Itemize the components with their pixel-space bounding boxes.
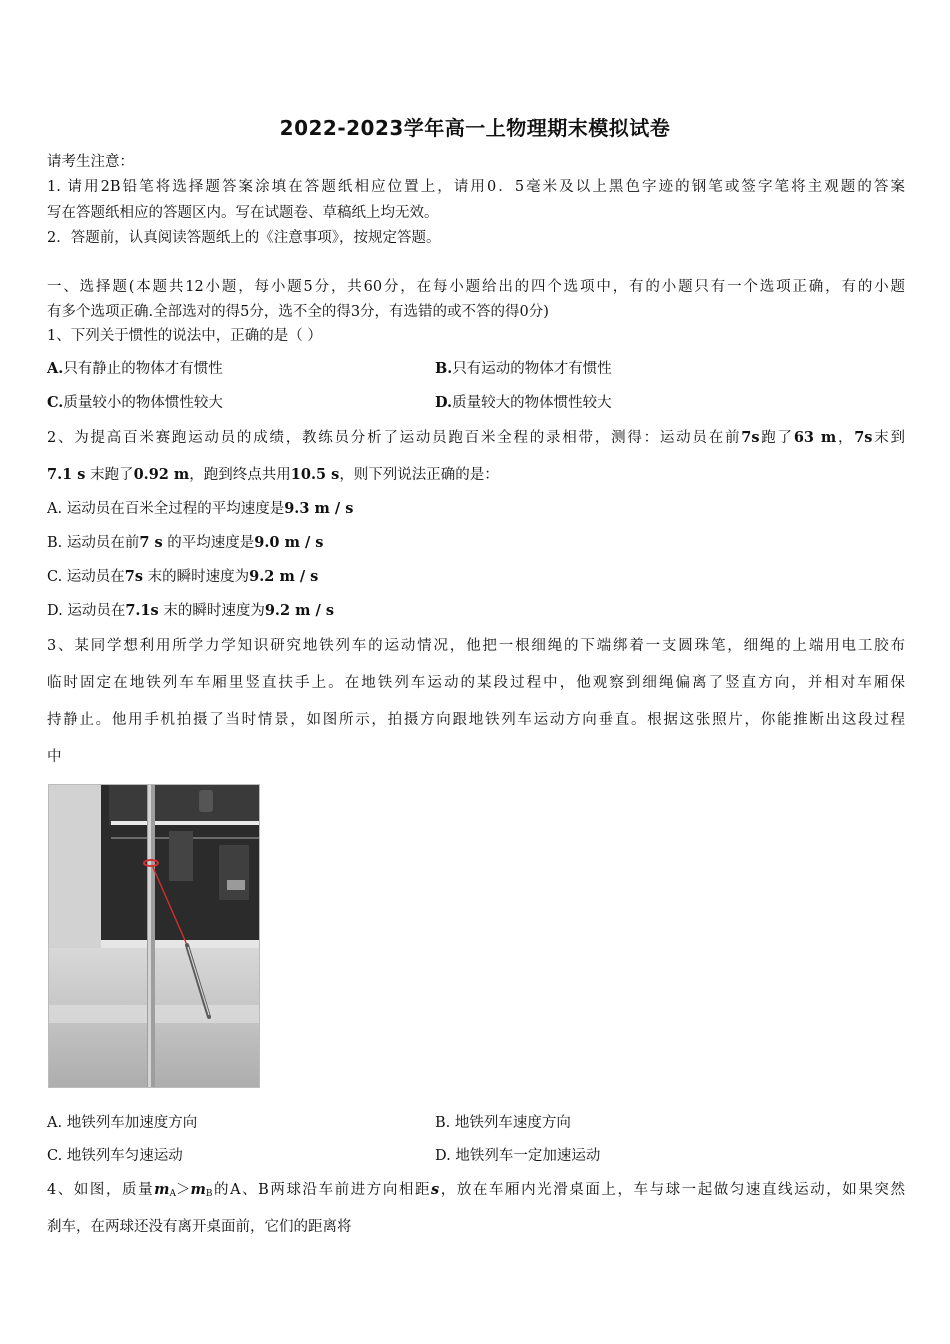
q2-l1-value-a: 7s <box>741 429 760 446</box>
q4-distance-symbol: s <box>431 1181 440 1198</box>
q2-l2-text-a: 末跑了 <box>90 467 134 483</box>
q2-option-b-text: B. 运动员在前 <box>47 535 140 551</box>
q2-l2-text-c: ，则下列说法正确的是： <box>339 467 499 483</box>
q3-option-b: B. 地铁列车速度方向 <box>435 1115 571 1131</box>
notice-line-3: 2．答题前，认真阅读答题纸上的《注意事项》，按规定答题。 <box>47 230 441 246</box>
q2-option-d-time: 7.1s <box>125 602 159 619</box>
q4-mass-symbol-a: m <box>154 1181 170 1198</box>
q2-option-a-value: 9.3 m / s <box>284 500 354 517</box>
q2-option-d-text2: 末的瞬时速度为 <box>163 603 265 619</box>
q4-subscript-a: A <box>169 1189 176 1199</box>
q3-option-d: D. 地铁列车一定加速运动 <box>435 1148 601 1164</box>
q2-l2-value-b: 0.92 m <box>133 466 190 483</box>
q2-option-c <box>47 567 318 587</box>
notice-line-1: 1. 请用2B铅笔将选择题答案涂填在答题纸相应位置上，请用0．5毫米及以上黑色字迹的钢笔或签字笔将主观题的答案 <box>47 179 905 195</box>
q3-stem-line-3: 持静止。他用手机拍摄了当时情景，如图所示，拍摄方向跟地铁列车运动方向垂直。根据这张照片，你能推断出这段过程 <box>47 712 905 728</box>
q2-option-d-value: 9.2 m / s <box>264 602 335 619</box>
q3-stem-line-2: 临时固定在地铁列车车厢里竖直扶手上。在地铁列车运动的某段过程中，他观察到细绳偏离了竖直方向，并相对车厢保 <box>47 675 905 691</box>
subway-photo <box>48 784 260 1088</box>
q2-option-b <box>47 533 323 553</box>
q4-greater-than: ＞ <box>176 1182 191 1198</box>
q1-option-d-text: 质量较大的物体惯性较大 <box>452 395 612 411</box>
q2-l1-text-b: 跑了 <box>759 430 794 446</box>
notice-line-2: 写在答题纸相应的答题区内。写在试题卷、草稿纸上均无效。 <box>47 205 439 221</box>
q2-l1-text-d: 末到 <box>872 430 906 446</box>
q3-stem-line-4: 中 <box>47 749 62 765</box>
q2-l2-value-c: 10.5 s <box>290 466 340 483</box>
q1-option-d <box>435 393 612 413</box>
section-header-line-2: 有多个选项正确.全部选对的得5分，选不全的得3分，有选错的或不答的得0分) <box>47 304 549 320</box>
subway-photo-drawing <box>49 785 259 1087</box>
q2-option-c-value: 9.2 m / s <box>249 568 319 585</box>
q2-stem-line-2 <box>47 465 499 485</box>
q1-option-b <box>435 359 612 379</box>
q2-option-b-time: 7 s <box>139 534 163 551</box>
section-header-line-1: 一、选择题(本题共12小题，每小题5分，共60分，在每小题给出的四个选项中，有的小题只有一个选项正确，有的小题 <box>47 279 905 295</box>
q4-mass-symbol-b: m <box>190 1181 206 1198</box>
q4-text-c: ，放在车厢内光滑桌面上，车与球一起做匀速直线运动，如果突然 <box>439 1182 905 1198</box>
q2-l1-value-c: 7s <box>854 429 873 446</box>
q4-stem-line-1 <box>47 1180 905 1204</box>
q1-option-a-key: A. <box>47 360 64 377</box>
q4-text-b: 的A、B两球沿车前进方向相距 <box>212 1182 432 1198</box>
q1-option-a <box>47 359 223 379</box>
q1-option-c-text: 质量较小的物体惯性较大 <box>63 395 223 411</box>
q2-l2-value-a: 7.1 s <box>47 466 86 483</box>
q2-option-d <box>47 601 334 621</box>
q2-l1-value-b: 63 m <box>793 429 837 446</box>
q1-stem: 1、下列关于惯性的说法中，正确的是（ ） <box>47 328 322 344</box>
q1-option-b-key: B. <box>435 360 453 377</box>
q2-option-c-text2: 末的瞬时速度为 <box>147 569 250 585</box>
q2-option-c-time: 7s <box>124 568 144 585</box>
q3-option-a: A. 地铁列车加速度方向 <box>47 1115 198 1131</box>
q2-option-c-text: C. 运动员在 <box>47 569 125 585</box>
q2-stem-line-1 <box>47 428 905 448</box>
q2-option-b-text2: 的平均速度是 <box>167 535 255 551</box>
q4-stem-line-2: 刹车，在两球还没有离开桌面前，它们的距离将 <box>47 1219 352 1235</box>
q3-stem-line-1: 3、某同学想利用所学力学知识研究地铁列车的运动情况，他把一根细绳的下端绑着一支圆珠笔，细绳的上端用电工胶布 <box>47 638 905 654</box>
page-title: 2022-2023学年高一上物理期末模拟试卷 <box>279 116 671 140</box>
q2-option-a <box>47 499 353 519</box>
q3-option-c: C. 地铁列车匀速运动 <box>47 1148 183 1164</box>
q1-option-a-text: 只有静止的物体才有惯性 <box>63 361 223 377</box>
q2-l1-text-a: 2、为提高百米赛跑运动员的成绩，教练员分析了运动员跑百米全程的录相带，测得：运动员在前 <box>47 430 742 446</box>
q1-option-b-text: 只有运动的物体才有惯性 <box>452 361 612 377</box>
notice-heading: 请考生注意： <box>47 154 134 170</box>
q2-l2-text-b: ，跑到终点共用 <box>189 467 291 483</box>
q2-option-d-text: D. 运动员在 <box>47 603 126 619</box>
q2-option-b-value: 9.0 m / s <box>254 534 324 551</box>
q2-l1-text-c: ， <box>836 430 855 446</box>
q4-subscript-b: B <box>205 1189 213 1199</box>
q4-text-a: 4、如图，质量 <box>47 1182 155 1198</box>
q1-option-c <box>47 393 223 413</box>
q1-option-d-key: D. <box>435 394 453 411</box>
q2-option-a-text: A. 运动员在百米全过程的平均速度是 <box>47 501 285 517</box>
q1-option-c-key: C. <box>47 394 64 411</box>
